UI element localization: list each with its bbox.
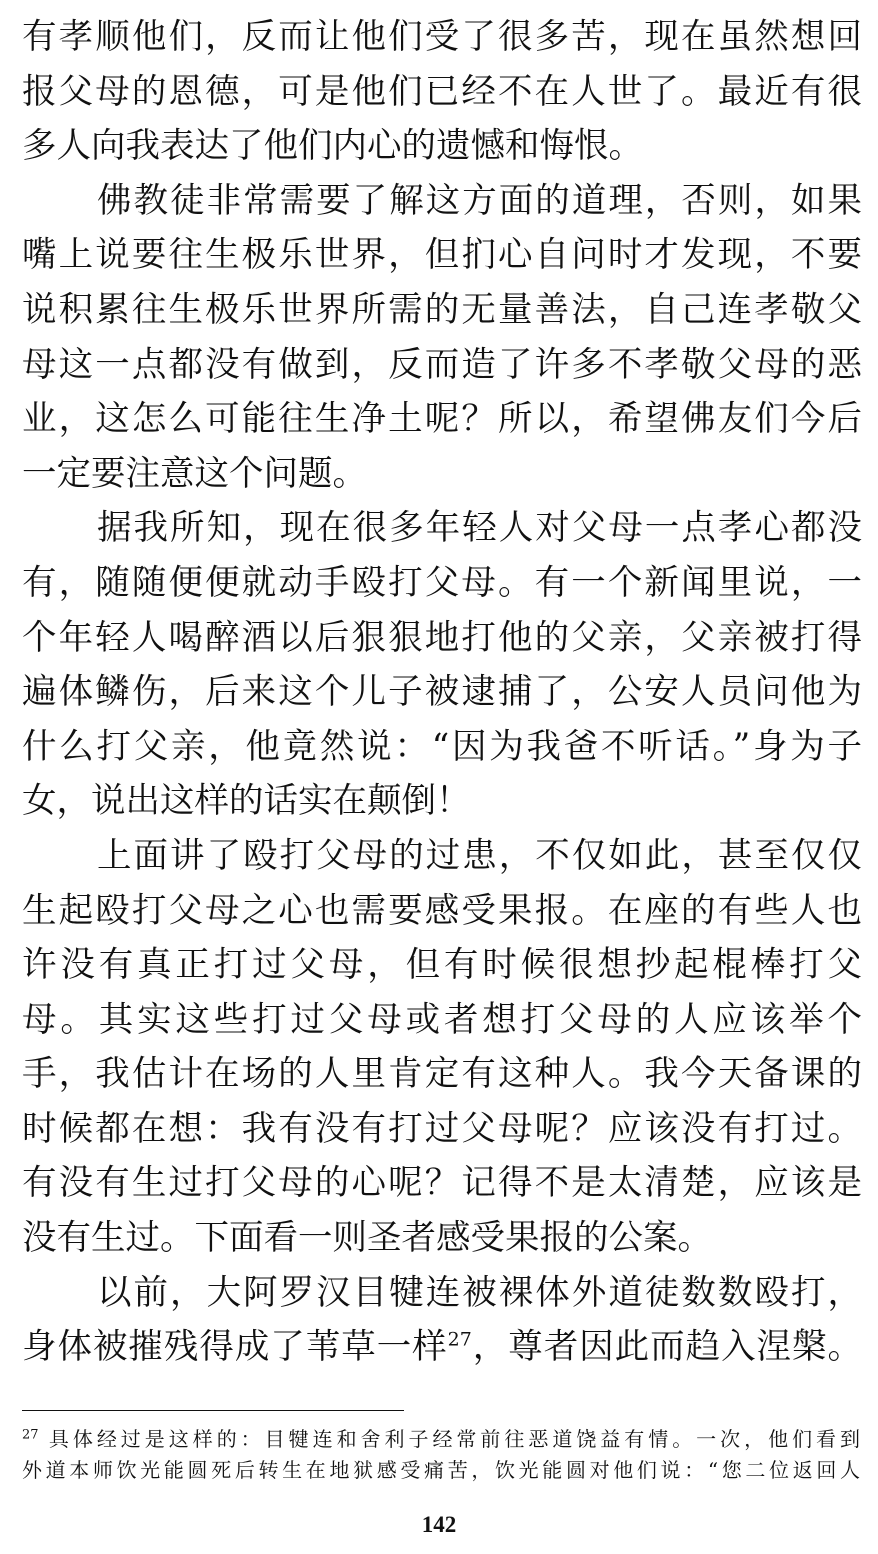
- text-line: 母。其实这些打过父母或者想打父母的人应该举个: [22, 999, 862, 1040]
- footnote-separator: [22, 1410, 404, 1411]
- text-line: 多人向我表达了他们内心的遗憾和悔恨。: [22, 126, 643, 167]
- footnote: [22, 1424, 860, 1486]
- text-line: 手，我估计在场的人里肯定有这种人。我今天备课的: [22, 1054, 862, 1095]
- text-line: 有孝顺他们，反而让他们受了很多苦，现在虽然想回: [22, 17, 862, 57]
- text-line: 时候都在想：我有没有打过父母呢？应该没有打过。: [22, 1108, 862, 1149]
- text-line: 许没有真正打过父母，但有时候很想抄起棍棒打父: [22, 945, 862, 986]
- text-line: 遍体鳞伤，后来这个儿子被逮捕了，公安人员问他为: [22, 672, 862, 713]
- text-line: 没有生过。下面看一则圣者感受果报的公案。: [22, 1218, 712, 1259]
- text-line: 嘴上说要往生极乐世界，但扪心自问时才发现，不要: [22, 235, 862, 276]
- page-number: 142: [421, 1512, 457, 1537]
- text-line: 有没有生过打父母的心呢？记得不是太清楚，应该是: [22, 1163, 862, 1204]
- footnote-line: 外道本师饮光能圆死后转生在地狱感受痛苦，饮光能圆对他们说：“您二位返回人: [22, 1458, 860, 1482]
- footnote-text: 具体经过是这样的：目犍连和舍利子经常前往恶道饶益有情。一次，他们看到: [48, 1427, 861, 1451]
- text-line: 业，这怎么可能往生净土呢？所以，希望佛友们今后: [22, 399, 862, 440]
- text-line-with-footnote-ref: [22, 1320, 862, 1375]
- text-line: 一定要注意这个问题。: [22, 453, 367, 494]
- text-line: 母这一点都没有做到，反而造了许多不孝敬父母的恶: [22, 344, 862, 385]
- text-line: 有，随随便便就动手殴打父母。有一个新闻里说，一: [22, 562, 862, 603]
- footnote-reference[interactable]: 27: [447, 1328, 472, 1351]
- text-line: 生起殴打父母之心也需要感受果报。在座的有些人也: [22, 890, 862, 931]
- text-line: 说积累往生极乐世界所需的无量善法，自己连孝敬父: [22, 289, 862, 330]
- text-line: 个年轻人喝醉酒以后狠狠地打他的父亲，父亲被打得: [22, 617, 862, 658]
- footnote-number: 27: [22, 1427, 39, 1443]
- paragraph-first-line: 据我所知，现在很多年轻人对父母一点孝心都没: [97, 508, 862, 549]
- text-segment: ，尊者因此而趋入涅槃。: [471, 1327, 862, 1368]
- paragraph-first-line: 佛教徒非常需要了解这方面的道理，否则，如果: [97, 180, 862, 221]
- text-segment: 身体被摧残得成了苇草一样: [22, 1327, 448, 1368]
- text-line: 什么打父亲，他竟然说：“因为我爸不听话。”身为子: [22, 726, 862, 767]
- text-line: 女，说出这样的话实在颠倒！: [22, 781, 471, 822]
- paragraph-first-line: 上面讲了殴打父母的过患，不仅如此，甚至仅仅: [97, 835, 862, 876]
- footnote-line: [22, 1424, 860, 1455]
- text-line: 报父母的恩德，可是他们已经不在人世了。最近有很: [22, 71, 862, 112]
- main-text: [22, 10, 862, 1375]
- paragraph-first-line: 以前，大阿罗汉目犍连被裸体外道徒数数殴打，: [97, 1272, 862, 1313]
